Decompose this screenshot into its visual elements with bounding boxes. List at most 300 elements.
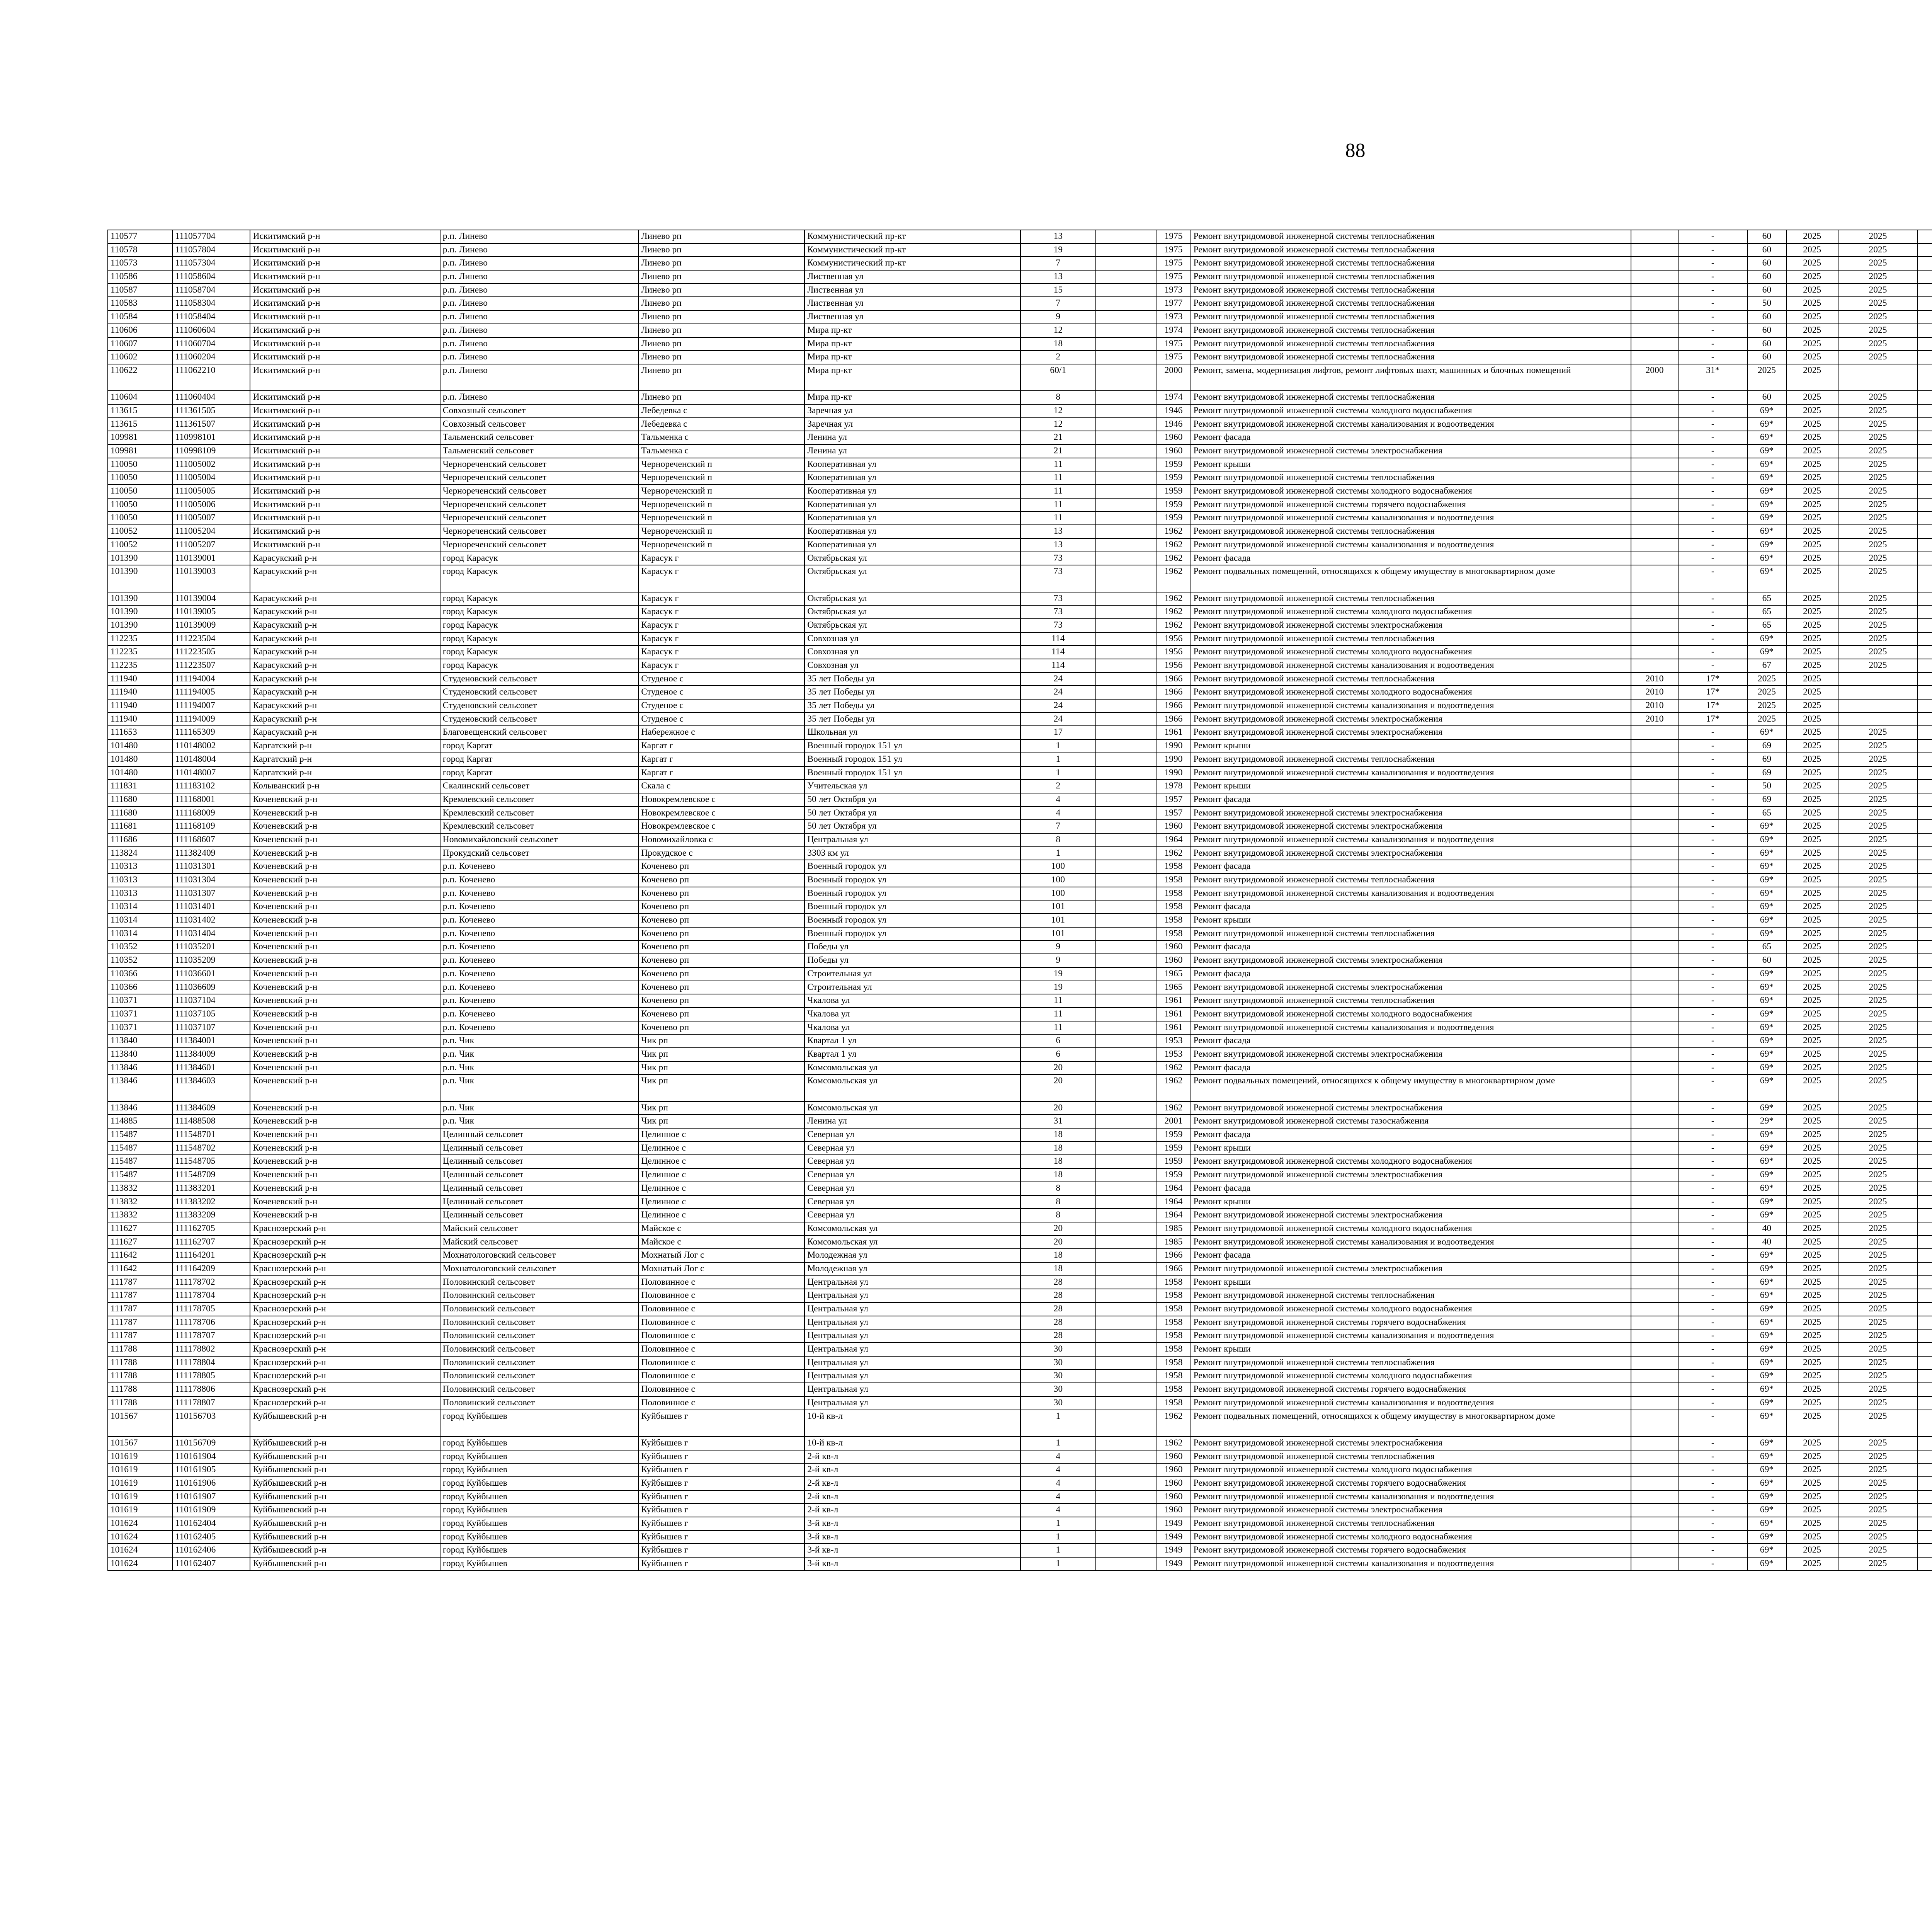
work-type-cell: Ремонт внутридомовой инженерной системы теплоснабжения <box>1191 284 1631 297</box>
table-row <box>108 605 1932 619</box>
street-cell: Строительная ул <box>804 967 1020 981</box>
work-type-cell: Ремонт внутридомовой инженерной системы теплоснабжения <box>1191 391 1631 404</box>
table-row <box>108 310 1932 324</box>
building-cell <box>1096 780 1156 793</box>
value-cell-c: 69* <box>1747 1102 1786 1115</box>
built-year-cell: 1949 <box>1156 1517 1190 1531</box>
street-cell: Военный городок 151 ул <box>804 739 1020 753</box>
value-cell-e: 2025 <box>1838 994 1918 1008</box>
work-code-cell: 111548709 <box>172 1168 250 1182</box>
work-code-cell: 111058304 <box>172 297 250 310</box>
built-year-cell: 1975 <box>1156 270 1190 284</box>
value-cell-b: - <box>1678 525 1747 538</box>
value-cell-a <box>1631 1074 1679 1101</box>
building-cell <box>1096 310 1156 324</box>
street-cell: Центральная ул <box>804 1289 1020 1302</box>
value-cell-f <box>1918 699 1932 713</box>
value-cell-d: 2025 <box>1786 1383 1838 1396</box>
street-cell: Мира пр-кт <box>804 391 1020 404</box>
locality-cell: Целинное с <box>638 1182 804 1195</box>
value-cell-c: 69* <box>1747 1450 1786 1464</box>
value-cell-f <box>1918 873 1932 887</box>
house-id-cell: 101619 <box>108 1463 172 1477</box>
work-code-cell: 111168009 <box>172 807 250 820</box>
value-cell-d: 2025 <box>1786 887 1838 901</box>
value-cell-f <box>1918 1021 1932 1035</box>
district-cell: Коченевский р-н <box>250 860 440 873</box>
house-id-cell: 110050 <box>108 458 172 472</box>
value-cell-a <box>1631 458 1679 472</box>
value-cell-f <box>1918 1437 1932 1450</box>
building-cell <box>1096 1410 1156 1437</box>
value-cell-e: 2025 <box>1838 1383 1918 1396</box>
district-cell: Искитимский р-н <box>250 511 440 525</box>
value-cell-d: 2025 <box>1786 699 1838 713</box>
value-cell-b: - <box>1678 1155 1747 1168</box>
value-cell-c: 65 <box>1747 619 1786 632</box>
table-row <box>108 1209 1932 1222</box>
work-code-cell: 111036609 <box>172 981 250 994</box>
house-id-cell: 110578 <box>108 243 172 257</box>
house-number-cell: 18 <box>1020 1249 1096 1262</box>
house-number-cell: 18 <box>1020 1142 1096 1155</box>
house-number-cell: 2 <box>1020 351 1096 364</box>
value-cell-c: 69* <box>1747 820 1786 833</box>
house-number-cell: 28 <box>1020 1329 1096 1343</box>
built-year-cell: 1958 <box>1156 1289 1190 1302</box>
house-number-cell: 19 <box>1020 243 1096 257</box>
work-type-cell: Ремонт внутридомовой инженерной системы электроснабжения <box>1191 807 1631 820</box>
work-code-cell: 111194007 <box>172 699 250 713</box>
street-cell: 2-й кв-л <box>804 1503 1020 1517</box>
municipality-cell: город Куйбышев <box>440 1490 639 1504</box>
built-year-cell: 1959 <box>1156 1168 1190 1182</box>
municipality-cell: Майский сельсовет <box>440 1236 639 1249</box>
value-cell-d: 2025 <box>1786 914 1838 927</box>
locality-cell: Целинное с <box>638 1209 804 1222</box>
work-code-cell: 111178702 <box>172 1276 250 1289</box>
district-cell: Искитимский р-н <box>250 310 440 324</box>
house-id-cell: 111787 <box>108 1316 172 1330</box>
house-id-cell: 112235 <box>108 659 172 672</box>
value-cell-a <box>1631 297 1679 310</box>
building-cell <box>1096 498 1156 512</box>
built-year-cell: 1990 <box>1156 739 1190 753</box>
built-year-cell: 1959 <box>1156 1128 1190 1142</box>
table-row <box>108 364 1932 391</box>
value-cell-a <box>1631 1142 1679 1155</box>
table-row <box>108 1356 1932 1370</box>
built-year-cell: 2000 <box>1156 364 1190 391</box>
municipality-cell: Благовещенский сельсовет <box>440 726 639 739</box>
street-cell: 2-й кв-л <box>804 1490 1020 1504</box>
building-cell <box>1096 1557 1156 1571</box>
house-number-cell: 2 <box>1020 780 1096 793</box>
value-cell-c: 69 <box>1747 753 1786 766</box>
locality-cell: Чик рп <box>638 1115 804 1128</box>
locality-cell: Чернореченский п <box>638 538 804 552</box>
building-cell <box>1096 1074 1156 1101</box>
table-row <box>108 1182 1932 1195</box>
work-code-cell: 111165309 <box>172 726 250 739</box>
municipality-cell: Чернореченский сельсовет <box>440 525 639 538</box>
value-cell-e <box>1838 699 1918 713</box>
locality-cell: Чернореченский п <box>638 458 804 472</box>
street-cell: Лиственная ул <box>804 310 1020 324</box>
building-cell <box>1096 1463 1156 1477</box>
work-code-cell: 111057704 <box>172 230 250 243</box>
value-cell-b: 17* <box>1678 686 1747 699</box>
locality-cell: Карасук г <box>638 552 804 565</box>
house-id-cell: 101480 <box>108 739 172 753</box>
value-cell-a <box>1631 444 1679 458</box>
value-cell-d: 2025 <box>1786 1008 1838 1021</box>
work-type-cell: Ремонт крыши <box>1191 1343 1631 1356</box>
building-cell <box>1096 525 1156 538</box>
value-cell-c: 69* <box>1747 1383 1786 1396</box>
work-type-cell: Ремонт фасада <box>1191 900 1631 914</box>
value-cell-e: 2025 <box>1838 404 1918 418</box>
built-year-cell: 1946 <box>1156 418 1190 431</box>
value-cell-a <box>1631 632 1679 646</box>
table-row <box>108 619 1932 632</box>
house-number-cell: 30 <box>1020 1396 1096 1410</box>
house-id-cell: 111831 <box>108 780 172 793</box>
street-cell: Центральная ул <box>804 1276 1020 1289</box>
value-cell-c: 69* <box>1747 1061 1786 1075</box>
work-code-cell: 111031301 <box>172 860 250 873</box>
built-year-cell: 1960 <box>1156 1477 1190 1490</box>
value-cell-a <box>1631 404 1679 418</box>
value-cell-c: 69* <box>1747 1262 1786 1276</box>
building-cell <box>1096 981 1156 994</box>
work-type-cell: Ремонт внутридомовой инженерной системы канализования и водоотведения <box>1191 833 1631 847</box>
district-cell: Каргатский р-н <box>250 739 440 753</box>
built-year-cell: 1962 <box>1156 1437 1190 1450</box>
house-id-cell: 111788 <box>108 1383 172 1396</box>
municipality-cell: р.п. Линево <box>440 284 639 297</box>
value-cell-e: 2025 <box>1838 807 1918 820</box>
house-id-cell: 110587 <box>108 284 172 297</box>
street-cell: Комсомольская ул <box>804 1236 1020 1249</box>
house-id-cell: 111940 <box>108 699 172 713</box>
value-cell-c: 60 <box>1747 337 1786 351</box>
value-cell-c: 50 <box>1747 780 1786 793</box>
value-cell-b: - <box>1678 739 1747 753</box>
table-row <box>108 270 1932 284</box>
work-type-cell: Ремонт внутридомовой инженерной системы канализования и водоотведения <box>1191 699 1631 713</box>
locality-cell: Студеное с <box>638 699 804 713</box>
value-cell-d: 2025 <box>1786 1356 1838 1370</box>
built-year-cell: 1990 <box>1156 753 1190 766</box>
built-year-cell: 1958 <box>1156 900 1190 914</box>
municipality-cell: город Куйбышев <box>440 1477 639 1490</box>
value-cell-a <box>1631 967 1679 981</box>
locality-cell: Студеное с <box>638 672 804 686</box>
street-cell: Октябрьская ул <box>804 565 1020 592</box>
value-cell-f <box>1918 645 1932 659</box>
value-cell-c: 69* <box>1747 1410 1786 1437</box>
street-cell: Коммунистический пр-кт <box>804 257 1020 270</box>
building-cell <box>1096 766 1156 780</box>
locality-cell: Целинное с <box>638 1155 804 1168</box>
work-type-cell: Ремонт внутридомовой инженерной системы холодного водоснабжения <box>1191 1463 1631 1477</box>
locality-cell: Коченево рп <box>638 940 804 954</box>
value-cell-e: 2025 <box>1838 632 1918 646</box>
work-code-cell: 111178705 <box>172 1302 250 1316</box>
built-year-cell: 1977 <box>1156 297 1190 310</box>
value-cell-b: - <box>1678 391 1747 404</box>
work-code-cell: 111062210 <box>172 364 250 391</box>
house-id-cell: 113824 <box>108 847 172 860</box>
value-cell-d: 2025 <box>1786 1396 1838 1410</box>
built-year-cell: 1959 <box>1156 498 1190 512</box>
street-cell: Победы ул <box>804 940 1020 954</box>
house-id-cell: 111940 <box>108 713 172 726</box>
house-id-cell: 110622 <box>108 364 172 391</box>
street-cell: Чкалова ул <box>804 1008 1020 1021</box>
value-cell-d: 2025 <box>1786 1463 1838 1477</box>
value-cell-c: 60 <box>1747 270 1786 284</box>
locality-cell: Целинное с <box>638 1128 804 1142</box>
built-year-cell: 1962 <box>1156 538 1190 552</box>
district-cell: Куйбышевский р-н <box>250 1463 440 1477</box>
value-cell-a <box>1631 1182 1679 1195</box>
house-id-cell: 110050 <box>108 498 172 512</box>
value-cell-b: - <box>1678 284 1747 297</box>
house-number-cell: 11 <box>1020 1008 1096 1021</box>
value-cell-e: 2025 <box>1838 793 1918 807</box>
work-type-cell: Ремонт фасада <box>1191 1034 1631 1048</box>
value-cell-a <box>1631 1034 1679 1048</box>
value-cell-d: 2025 <box>1786 1142 1838 1155</box>
district-cell: Краснозерский р-н <box>250 1302 440 1316</box>
value-cell-b: - <box>1678 1128 1747 1142</box>
value-cell-d: 2025 <box>1786 1155 1838 1168</box>
house-id-cell: 111680 <box>108 793 172 807</box>
district-cell: Краснозерский р-н <box>250 1396 440 1410</box>
value-cell-e: 2025 <box>1838 230 1918 243</box>
built-year-cell: 1959 <box>1156 485 1190 498</box>
value-cell-d: 2025 <box>1786 780 1838 793</box>
value-cell-b: - <box>1678 444 1747 458</box>
value-cell-b: - <box>1678 1477 1747 1490</box>
house-number-cell: 114 <box>1020 659 1096 672</box>
building-cell <box>1096 1155 1156 1168</box>
value-cell-c: 69* <box>1747 1544 1786 1557</box>
value-cell-b: - <box>1678 1289 1747 1302</box>
district-cell: Карасукский р-н <box>250 686 440 699</box>
street-cell: Лиственная ул <box>804 297 1020 310</box>
value-cell-d: 2025 <box>1786 645 1838 659</box>
value-cell-b: - <box>1678 833 1747 847</box>
value-cell-e: 2025 <box>1838 257 1918 270</box>
value-cell-b: - <box>1678 940 1747 954</box>
work-type-cell: Ремонт внутридомовой инженерной системы электроснабжения <box>1191 1102 1631 1115</box>
street-cell: Комсомольская ул <box>804 1061 1020 1075</box>
house-id-cell: 111627 <box>108 1222 172 1236</box>
work-code-cell: 111384009 <box>172 1048 250 1061</box>
value-cell-b: - <box>1678 1115 1747 1128</box>
work-code-cell: 111178805 <box>172 1369 250 1383</box>
value-cell-f <box>1918 1061 1932 1075</box>
value-cell-d: 2025 <box>1786 1074 1838 1101</box>
work-type-cell: Ремонт фасада <box>1191 860 1631 873</box>
value-cell-a <box>1631 739 1679 753</box>
value-cell-f <box>1918 418 1932 431</box>
district-cell: Краснозерский р-н <box>250 1369 440 1383</box>
municipality-cell: Целинный сельсовет <box>440 1209 639 1222</box>
capital-repair-register-table <box>107 230 1932 1571</box>
house-number-cell: 100 <box>1020 873 1096 887</box>
value-cell-f <box>1918 1396 1932 1410</box>
work-type-cell: Ремонт внутридомовой инженерной системы теплоснабжения <box>1191 753 1631 766</box>
value-cell-d: 2025 <box>1786 1128 1838 1142</box>
value-cell-d: 2025 <box>1786 1249 1838 1262</box>
house-number-cell: 11 <box>1020 485 1096 498</box>
built-year-cell: 1958 <box>1156 1329 1190 1343</box>
work-type-cell: Ремонт внутридомовой инженерной системы канализования и водоотведения <box>1191 1557 1631 1571</box>
built-year-cell: 1958 <box>1156 860 1190 873</box>
value-cell-e: 2025 <box>1838 1396 1918 1410</box>
house-id-cell: 112235 <box>108 632 172 646</box>
value-cell-d: 2025 <box>1786 1302 1838 1316</box>
district-cell: Коченевский р-н <box>250 1074 440 1101</box>
house-number-cell: 100 <box>1020 860 1096 873</box>
value-cell-a: 2010 <box>1631 699 1679 713</box>
built-year-cell: 1965 <box>1156 967 1190 981</box>
value-cell-d: 2025 <box>1786 954 1838 967</box>
value-cell-e: 2025 <box>1838 1517 1918 1531</box>
value-cell-a <box>1631 1222 1679 1236</box>
work-type-cell: Ремонт фасада <box>1191 1182 1631 1195</box>
table-row <box>108 1302 1932 1316</box>
value-cell-c: 69* <box>1747 632 1786 646</box>
work-code-cell: 111031307 <box>172 887 250 901</box>
district-cell: Искитимский р-н <box>250 525 440 538</box>
value-cell-e: 2025 <box>1838 565 1918 592</box>
house-id-cell: 110050 <box>108 511 172 525</box>
district-cell: Искитимский р-н <box>250 485 440 498</box>
value-cell-c: 69* <box>1747 900 1786 914</box>
work-code-cell: 110139005 <box>172 605 250 619</box>
district-cell: Коченевский р-н <box>250 1115 440 1128</box>
street-cell: Чкалова ул <box>804 1021 1020 1035</box>
built-year-cell: 1959 <box>1156 1155 1190 1168</box>
building-cell <box>1096 1369 1156 1383</box>
value-cell-e: 2025 <box>1838 1477 1918 1490</box>
table-row <box>108 1142 1932 1155</box>
district-cell: Искитимский р-н <box>250 284 440 297</box>
table-row <box>108 847 1932 860</box>
street-cell: Комсомольская ул <box>804 1222 1020 1236</box>
work-type-cell: Ремонт внутридомовой инженерной системы теплоснабжения <box>1191 592 1631 606</box>
built-year-cell: 1985 <box>1156 1222 1190 1236</box>
work-type-cell: Ремонт внутридомовой инженерной системы холодного водоснабжения <box>1191 1369 1631 1383</box>
locality-cell: Карасук г <box>638 632 804 646</box>
building-cell <box>1096 552 1156 565</box>
work-type-cell: Ремонт, замена, модернизация лифтов, ремонт лифтовых шахт, машинных и блочных помещений <box>1191 364 1631 391</box>
work-code-cell: 111178807 <box>172 1396 250 1410</box>
value-cell-a <box>1631 230 1679 243</box>
built-year-cell: 2001 <box>1156 1115 1190 1128</box>
district-cell: Коченевский р-н <box>250 940 440 954</box>
house-id-cell: 111642 <box>108 1262 172 1276</box>
value-cell-b: - <box>1678 954 1747 967</box>
value-cell-e: 2025 <box>1838 391 1918 404</box>
house-id-cell: 101619 <box>108 1477 172 1490</box>
built-year-cell: 1973 <box>1156 284 1190 297</box>
street-cell: 3-й кв-л <box>804 1557 1020 1571</box>
street-cell: Кооперативная ул <box>804 485 1020 498</box>
value-cell-d: 2025 <box>1786 485 1838 498</box>
value-cell-a <box>1631 1503 1679 1517</box>
work-type-cell: Ремонт внутридомовой инженерной системы канализования и водоотведения <box>1191 887 1631 901</box>
house-number-cell: 28 <box>1020 1276 1096 1289</box>
municipality-cell: р.п. Линево <box>440 391 639 404</box>
work-type-cell: Ремонт внутридомовой инженерной системы теплоснабжения <box>1191 1517 1631 1531</box>
value-cell-c: 69* <box>1747 471 1786 485</box>
work-code-cell: 110998109 <box>172 444 250 458</box>
table-row <box>108 1021 1932 1035</box>
value-cell-f <box>1918 1410 1932 1437</box>
house-number-cell: 11 <box>1020 511 1096 525</box>
municipality-cell: Половинский сельсовет <box>440 1343 639 1356</box>
value-cell-a <box>1631 887 1679 901</box>
locality-cell: Мохнатый Лог с <box>638 1262 804 1276</box>
table-row <box>108 645 1932 659</box>
value-cell-b: - <box>1678 847 1747 860</box>
value-cell-d: 2025 <box>1786 793 1838 807</box>
built-year-cell: 1990 <box>1156 766 1190 780</box>
locality-cell: Половинное с <box>638 1383 804 1396</box>
built-year-cell: 1959 <box>1156 511 1190 525</box>
value-cell-e: 2025 <box>1838 1155 1918 1168</box>
value-cell-e: 2025 <box>1838 1115 1918 1128</box>
street-cell: 10-й кв-л <box>804 1437 1020 1450</box>
value-cell-c: 67 <box>1747 659 1786 672</box>
value-cell-e: 2025 <box>1838 284 1918 297</box>
work-type-cell: Ремонт внутридомовой инженерной системы холодного водоснабжения <box>1191 1531 1631 1544</box>
table-row <box>108 632 1932 646</box>
district-cell: Искитимский р-н <box>250 418 440 431</box>
work-code-cell: 110161907 <box>172 1490 250 1504</box>
building-cell <box>1096 1008 1156 1021</box>
value-cell-d: 2025 <box>1786 1276 1838 1289</box>
municipality-cell: Студеновский сельсовет <box>440 672 639 686</box>
value-cell-a <box>1631 592 1679 606</box>
district-cell: Коченевский р-н <box>250 1021 440 1035</box>
district-cell: Коченевский р-н <box>250 887 440 901</box>
house-number-cell: 1 <box>1020 766 1096 780</box>
locality-cell: Куйбышев г <box>638 1557 804 1571</box>
value-cell-d: 2025 <box>1786 1557 1838 1571</box>
value-cell-f <box>1918 833 1932 847</box>
house-number-cell: 24 <box>1020 672 1096 686</box>
house-number-cell: 114 <box>1020 632 1096 646</box>
value-cell-c: 69* <box>1747 1557 1786 1571</box>
house-number-cell: 9 <box>1020 954 1096 967</box>
work-code-cell: 111060704 <box>172 337 250 351</box>
house-number-cell: 18 <box>1020 1168 1096 1182</box>
municipality-cell: Половинский сельсовет <box>440 1329 639 1343</box>
value-cell-c: 69* <box>1747 1021 1786 1035</box>
value-cell-f <box>1918 1383 1932 1396</box>
value-cell-f <box>1918 324 1932 337</box>
value-cell-e: 2025 <box>1838 511 1918 525</box>
value-cell-b: - <box>1678 981 1747 994</box>
table-row <box>108 565 1932 592</box>
